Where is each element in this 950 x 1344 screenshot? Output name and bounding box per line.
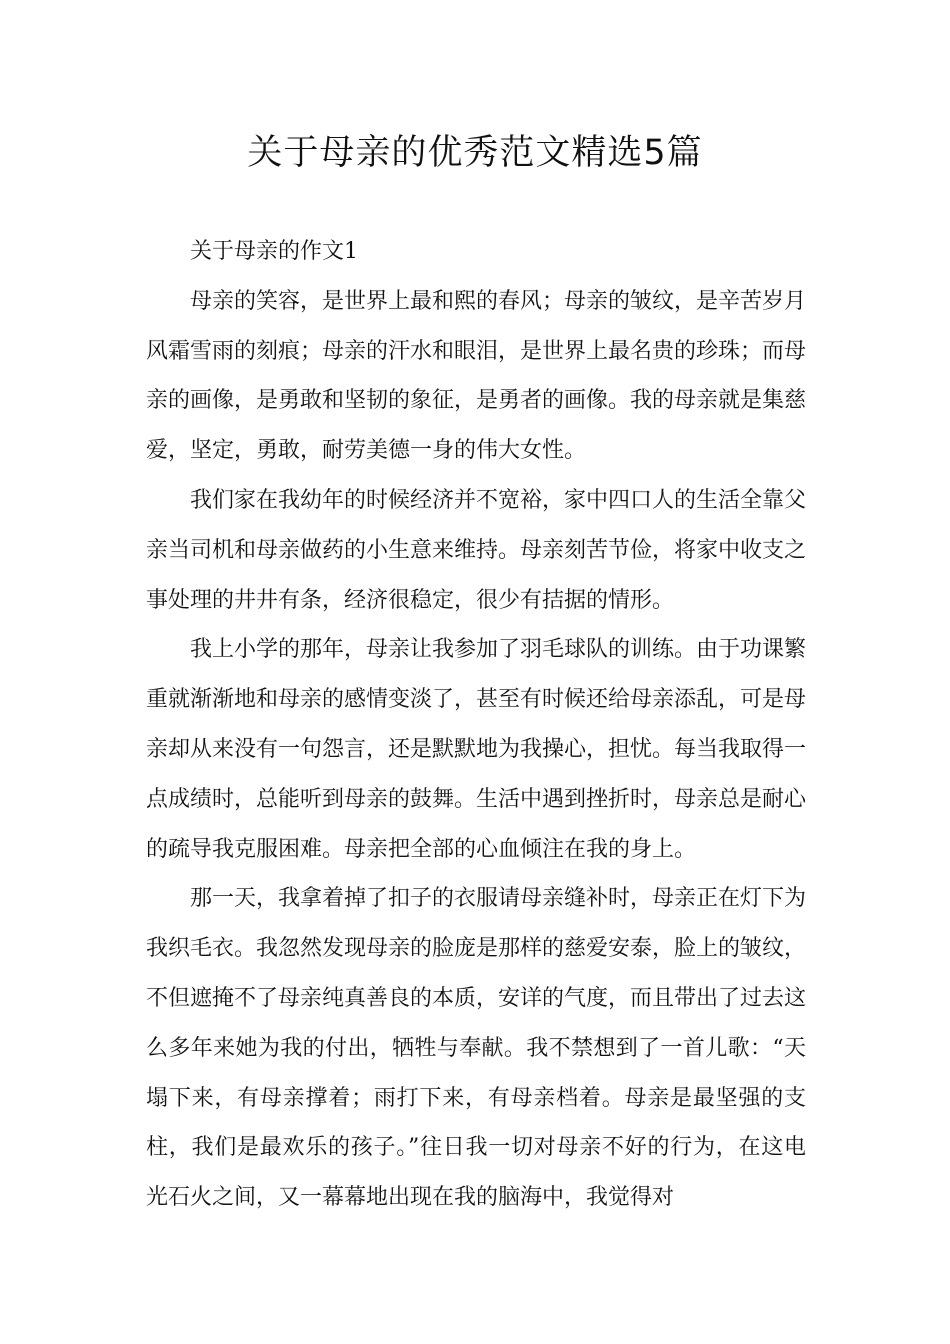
paragraph: 我上小学的那年，母亲让我参加了羽毛球队的训练。由于功课繁重就渐渐地和母亲的感情变淡了，甚至有时候还给母亲添乱，可是母亲却从来没有一句怨言，还是默默地为我操心，担忧。每当我取得一点成绩时，总能听到母亲的鼓舞。生活中遇到挫折时，母亲总是耐心的疏导我克服困难。母亲把全部的心血倾注在我的身上。 (146, 637, 807, 862)
paragraph: 那一天，我拿着掉了扣子的衣服请母亲缝补时，母亲正在灯下为我织毛衣。我忽然发现母亲的脸庞是那样的慈爱安泰，脸上的皱纹，不但遮掩不了母亲纯真善良的本质，安详的气度，而且带出了过去这么多年来她为我的付出，牺牲与奉献。我不禁想到了一首儿歌：“天塌下来，有母亲撑着；雨打下来，有母亲档着。母亲是最坚强的支柱，我们是最欢乐的孩子。”往日我一切对母亲不好的行为，在这电光石火之间，又一幕幕地出现在我的脑海中，我觉得对 (146, 886, 807, 1211)
essay-heading: 关于母亲的作文1 (190, 239, 358, 264)
document-body (146, 227, 806, 1223)
document-title: 关于母亲的优秀范文精选5篇 (247, 133, 703, 173)
paragraph: 我们家在我幼年的时候经济并不宽裕，家中四口人的生活全靠父亲当司机和母亲做药的小生意来维持。母亲刻苦节俭，将家中收支之事处理的井井有条，经济很稳定，很少有拮据的情形。 (146, 487, 807, 613)
paragraph: 母亲的笑容，是世界上最和熙的春风；母亲的皱纹，是辛苦岁月风霜雪雨的刻痕；母亲的汗水和眼泪，是世界上最名贵的珍珠；而母亲的画像，是勇敢和坚韧的象征，是勇者的画像。我的母亲就是集慈爱，坚定，勇敢，耐劳美德一身的伟大女性。 (146, 288, 807, 464)
